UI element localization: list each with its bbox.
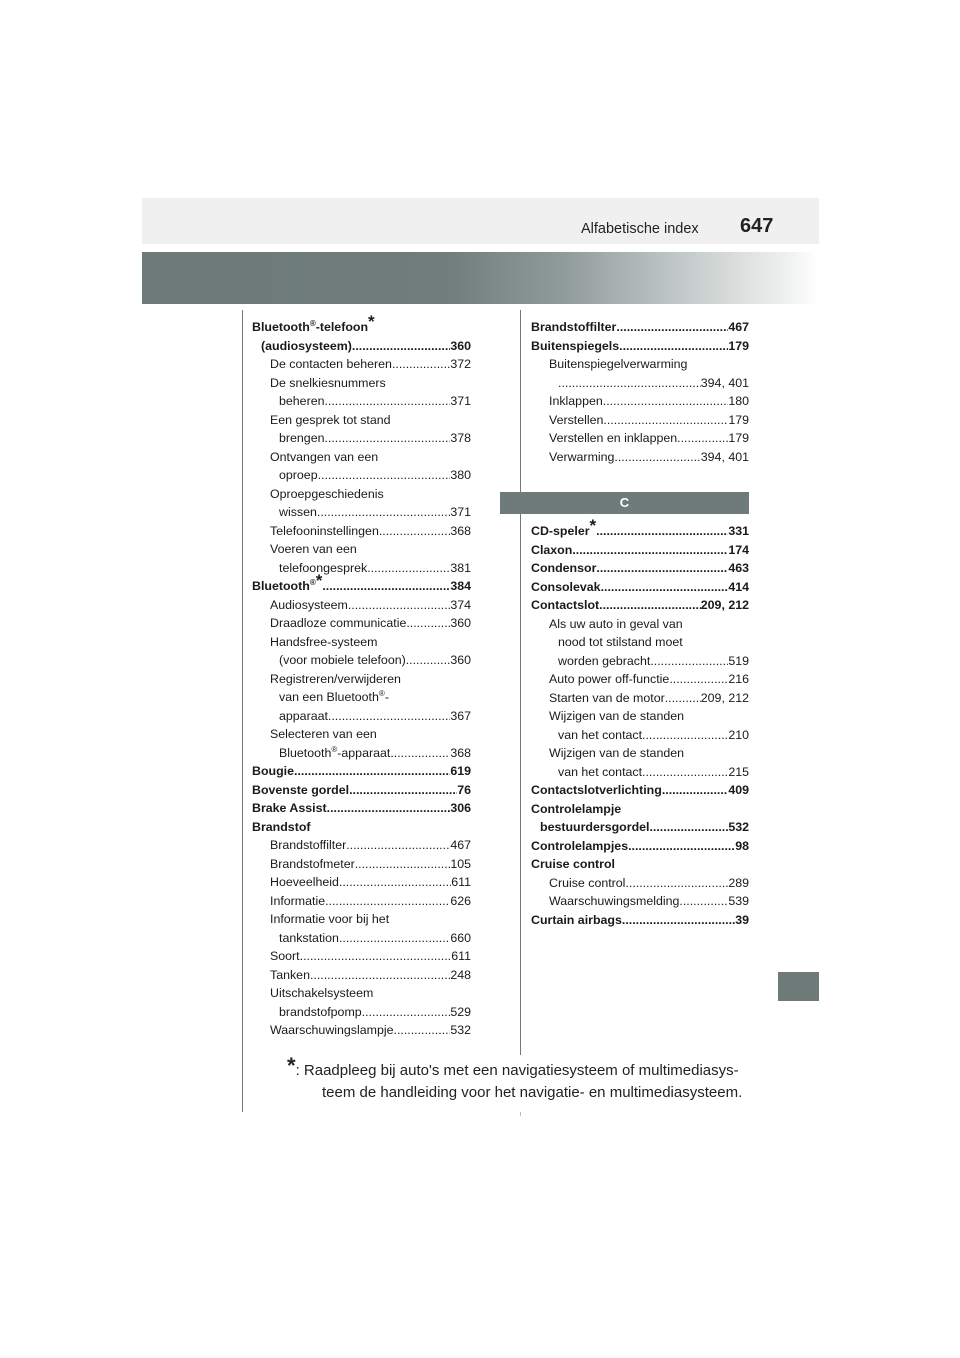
index-subentry: Uitschakelsysteem bbox=[270, 986, 374, 1000]
index-subentry: De snelkiesnummers bbox=[270, 375, 386, 390]
index-subentry: Verstellen ..... 179 bbox=[531, 411, 749, 430]
index-subentry: Voeren van een bbox=[270, 542, 357, 556]
index-subentry: Oproepgeschiedenis bbox=[270, 486, 384, 501]
index-subentry: van een Bluetooth®- bbox=[279, 688, 389, 704]
index-subentry: Informatie voor bij het bbox=[270, 912, 390, 926]
index-subentry: Cruise control ..... 289 bbox=[531, 874, 749, 893]
index-subentry: telefoongesprek ..... 381 bbox=[252, 559, 471, 578]
index-subentry: nood tot stilstand moet bbox=[558, 635, 683, 649]
index-subentry: Soort ..... 611 bbox=[252, 947, 471, 966]
index-subentry: Bluetooth®-apparaat ..... 368 bbox=[252, 744, 471, 763]
index-subentry: Ontvangen van een bbox=[270, 449, 379, 464]
index-subentry: Auto power off-functie ..... 216 bbox=[531, 670, 749, 689]
index-subentry: brengen ..... 378 bbox=[252, 429, 471, 448]
index-subentry: Tanken ..... 248 bbox=[252, 966, 471, 985]
index-entry: Bluetooth®* ..... 384 bbox=[252, 577, 471, 596]
index-subentry: Als uw auto in geval van bbox=[549, 616, 683, 631]
index-subentry: worden gebracht ..... 519 bbox=[531, 652, 749, 671]
index-entry: Bovenste gordel ..... 76 bbox=[252, 781, 471, 800]
index-subentry: Hoeveelheid ..... 611 bbox=[252, 873, 471, 892]
section-title: Alfabetische index bbox=[581, 221, 699, 237]
index-entry: Bougie ..... 619 bbox=[252, 762, 471, 781]
index-column-right bbox=[531, 318, 749, 929]
page-number: 647 bbox=[740, 215, 774, 237]
bottom-mark bbox=[520, 1112, 521, 1116]
index-subentry: Inklappen ..... 180 bbox=[531, 392, 749, 411]
index-subentry: van het contact ..... 210 bbox=[531, 726, 749, 745]
column-divider bbox=[520, 310, 521, 1055]
index-subentry: De contacten beheren ..... 372 bbox=[252, 355, 471, 374]
index-subentry: Audiosysteem ..... 374 bbox=[252, 596, 471, 615]
index-subentry: Starten van de motor ..... 209, 212 bbox=[531, 689, 749, 708]
index-entry: Claxon ..... 174 bbox=[531, 541, 749, 560]
index-entry: Controlelampje bbox=[531, 801, 622, 816]
index-subentry: van het contact ..... 215 bbox=[531, 763, 749, 782]
index-entry: Condensor ..... 463 bbox=[531, 559, 749, 578]
index-entry: Cruise control bbox=[531, 857, 615, 871]
letter-heading-c: C bbox=[500, 492, 749, 514]
index-entry: Contactslotverlichting ..... 409 bbox=[531, 781, 749, 800]
index-subentry: brandstofpomp ..... 529 bbox=[252, 1003, 471, 1022]
index-subentry: Handsfree-systeem bbox=[270, 634, 378, 649]
index-subentry: Verstellen en inklappen ..... 179 bbox=[531, 429, 749, 448]
header-banner bbox=[142, 252, 819, 304]
index-subentry: Wijzigen van de standen bbox=[549, 746, 685, 760]
index-subentry: Verwarming ..... 394, 401 bbox=[531, 448, 749, 467]
header-box bbox=[142, 198, 819, 244]
index-column-left bbox=[252, 312, 471, 1040]
left-rule bbox=[242, 310, 243, 1112]
index-subentry: Draadloze communicatie ..... 360 bbox=[252, 614, 471, 633]
index-entry: Brandstoffilter ..... 467 bbox=[531, 318, 749, 337]
index-entry: Buitenspiegels ..... 179 bbox=[531, 337, 749, 356]
index-entry: Bluetooth®-telefoon* bbox=[252, 312, 375, 334]
index-subentry: tankstation ..... 660 bbox=[252, 929, 471, 948]
index-subentry: beheren ..... 371 bbox=[252, 392, 471, 411]
index-subentry: Registreren/verwijderen bbox=[270, 671, 401, 686]
index-entry: Brake Assist ..... 306 bbox=[252, 799, 471, 818]
index-subentry: (voor mobiele telefoon) ..... 360 bbox=[252, 651, 471, 670]
index-subentry: ..... 394, 401 bbox=[531, 374, 749, 393]
index-subentry: Brandstoffilter ..... 467 bbox=[252, 836, 471, 855]
index-entry: bestuurdersgordel ..... 532 bbox=[531, 818, 749, 837]
index-entry: Curtain airbags ..... 39 bbox=[531, 911, 749, 930]
index-subentry: Een gesprek tot stand bbox=[270, 412, 391, 427]
index-subentry: Waarschuwingsmelding ..... 539 bbox=[531, 892, 749, 911]
index-subentry: Wijzigen van de standen bbox=[549, 709, 685, 723]
index-entry: Controlelampjes ..... 98 bbox=[531, 837, 749, 856]
footnote-line-2: teem de handleiding voor het navigatie- en multimediasysteem. bbox=[322, 1084, 743, 1101]
index-entry: Brandstof bbox=[252, 819, 311, 834]
chapter-tab bbox=[778, 972, 819, 1001]
index-subentry: oproep ..... 380 bbox=[252, 466, 471, 485]
index-subentry: Brandstofmeter ..... 105 bbox=[252, 855, 471, 874]
index-subentry: Informatie ..... 626 bbox=[252, 892, 471, 911]
index-subentry: Selecteren van een bbox=[270, 727, 377, 741]
index-entry: (audiosysteem) ..... 360 bbox=[252, 337, 471, 356]
footnote-line-1: : Raadpleeg bij auto's met een navigatiesysteem of multimediasys- bbox=[295, 1062, 739, 1079]
footnote bbox=[287, 1053, 749, 1104]
index-entry: Consolevak ..... 414 bbox=[531, 578, 749, 597]
index-subentry: wissen ..... 371 bbox=[252, 503, 471, 522]
footnote-marker: * bbox=[287, 1053, 296, 1078]
index-subentry: Waarschuwingslampje ..... 532 bbox=[252, 1021, 471, 1040]
index-entry: CD-speler* ..... 331 bbox=[531, 522, 749, 541]
index-subentry: Telefooninstellingen ..... 368 bbox=[252, 522, 471, 541]
index-entry: Contactslot ..... 209, 212 bbox=[531, 596, 749, 615]
index-subentry: Buitenspiegelverwarming bbox=[549, 357, 688, 371]
index-subentry: apparaat ..... 367 bbox=[252, 707, 471, 726]
